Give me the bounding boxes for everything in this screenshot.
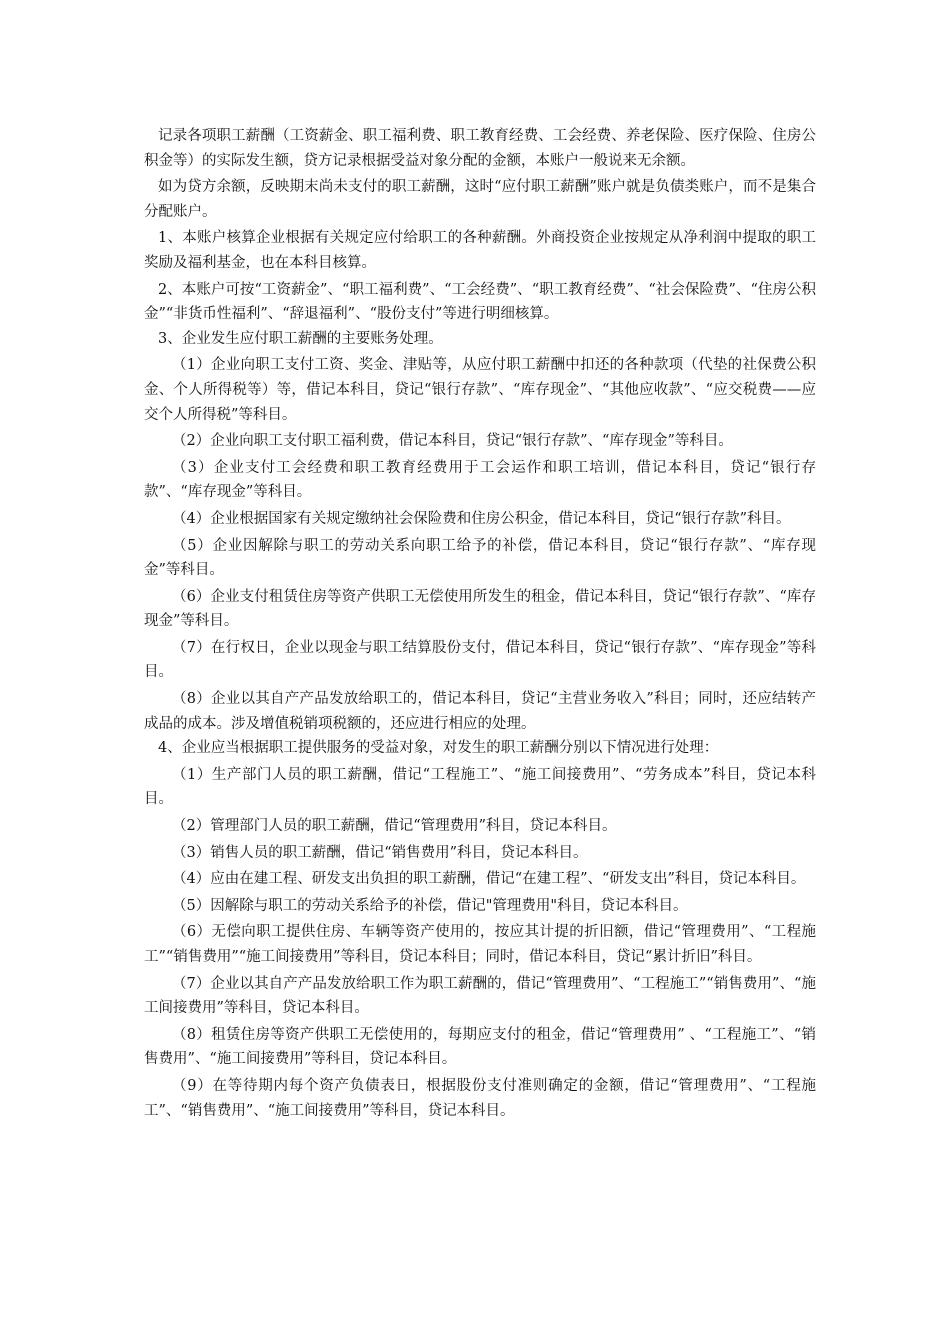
paragraph-item-4-6: （6）无偿向职工提供住房、车辆等资产使用的，按应其计提的折旧额，借记“管理费用”、“工程施工”“销售费用”“施工间接费用”等科目，贷记本科目；同时，借记本科目，贷记“累计折旧”科目。 <box>144 924 816 965</box>
paragraph-item-2: 2、本账户可按“工资薪金”、“职工福利费”、“工会经费”、“职工教育经费”、“社会保险费”、“住房公积金”“非货币性福利”、“辞退福利”、“股份支付”等进行明细核算。 <box>144 281 816 323</box>
paragraph-credit-balance: 如为贷方余额，反映期末尚未支付的职工薪酬，这时“应付职工薪酬”账户就是负债类账户，而不是集合分配账户。 <box>144 179 816 220</box>
paragraph-item-4-2: （2）管理部门人员的职工薪酬，借记“管理费用”科目，贷记本科目。 <box>172 818 617 835</box>
paragraph-item-3-7: （7）在行权日，企业以现金与职工结算股份支付，借记本科目，贷记“银行存款”、“库存现金”等科目。 <box>144 639 816 681</box>
paragraph-item-4-1: （1）生产部门人员的职工薪酬，借记“工程施工”、“施工间接费用”、“劳务成本”科目，贷记本科目。 <box>144 766 816 808</box>
paragraph-item-3-1: （1）企业向职工支付工资、奖金、津贴等，从应付职工薪酬中扣还的各种款项（代垫的社保费公积金、个人所得税等）等，借记本科目，贷记“银行存款”、“库存现金”、“其他应收款”、“应交税费——应交个人所得税”等科目。 <box>144 357 816 423</box>
document-body <box>144 124 816 1123</box>
paragraph-intro: 记录各项职工薪酬（工资薪金、职工福利费、职工教育经费、工会经费、养老保险、医疗保险、住房公积金等）的实际发生额，贷方记录根据受益对象分配的金额，本账户一般说来无余额。 <box>144 128 816 169</box>
paragraph-item-3: 3、企业发生应付职工薪酬的主要账务处理。 <box>158 330 443 347</box>
paragraph-item-4-9: （9）在等待期内每个资产负债表日，根据股份支付准则确定的金额，借记“管理费用”、“工程施工”、“销售费用”、“施工间接费用”等科目，贷记本科目。 <box>144 1077 816 1119</box>
paragraph-item-4-5: （5）因解除与职工的劳动关系给予的补偿，借记"管理费用"科目，贷记本科目。 <box>172 897 688 914</box>
paragraph-item-4-4: （4）应由在建工程、研发支出负担的职工薪酬，借记“在建工程”、“研发支出”科目，贷记本科目。 <box>172 871 806 888</box>
paragraph-item-3-5: （5）企业因解除与职工的劳动关系向职工给予的补偿，借记本科目，贷记“银行存款”、“库存现金”等科目。 <box>144 537 816 579</box>
paragraph-item-4: 4、企业应当根据职工提供服务的受益对象，对发生的职工薪酬分别以下情况进行处理： <box>158 740 719 757</box>
paragraph-item-4-8: （8）租赁住房等资产供职工无偿使用的，每期应支付的租金，借记“管理费用” 、“工程施工”、“销售费用”、“施工间接费用”等科目，贷记本科目。 <box>144 1026 816 1068</box>
paragraph-item-3-8: （8）企业以其自产产品发放给职工的，借记本科目，贷记“主营业务收入”科目；同时，还应结转产成品的成本。涉及增值税销项税额的，还应进行相应的处理。 <box>144 691 816 732</box>
paragraph-item-1: 1、本账户核算企业根据有关规定应付给职工的各种薪酬。外商投资企业按规定从净利润中提取的职工奖励及福利基金，也在本科目核算。 <box>144 230 816 271</box>
paragraph-item-3-4: （4）企业根据国家有关规定缴纳社会保险费和住房公积金，借记本科目，贷记“银行存款”科目。 <box>172 510 791 527</box>
paragraph-item-3-6: （6）企业支付租赁住房等资产供职工无偿使用所发生的租金，借记本科目，贷记“银行存款”、“库存现金”等科目。 <box>144 588 816 630</box>
paragraph-item-3-2: （2）企业向职工支付职工福利费，借记本科目，贷记“银行存款”、“库存现金”等科目。 <box>172 433 733 450</box>
paragraph-item-4-7: （7）企业以其自产产品发放给职工作为职工薪酬的，借记“管理费用”、“工程施工”“销售费用”、“施工间接费用”等科目，贷记本科目。 <box>144 975 816 1017</box>
paragraph-item-4-3: （3）销售人员的职工薪酬，借记“销售费用”科目，贷记本科目。 <box>172 844 588 861</box>
paragraph-item-3-3: （3）企业支付工会经费和职工教育经费用于工会运作和职工培训，借记本科目，贷记“银行存款”、“库存现金”等科目。 <box>144 459 816 501</box>
